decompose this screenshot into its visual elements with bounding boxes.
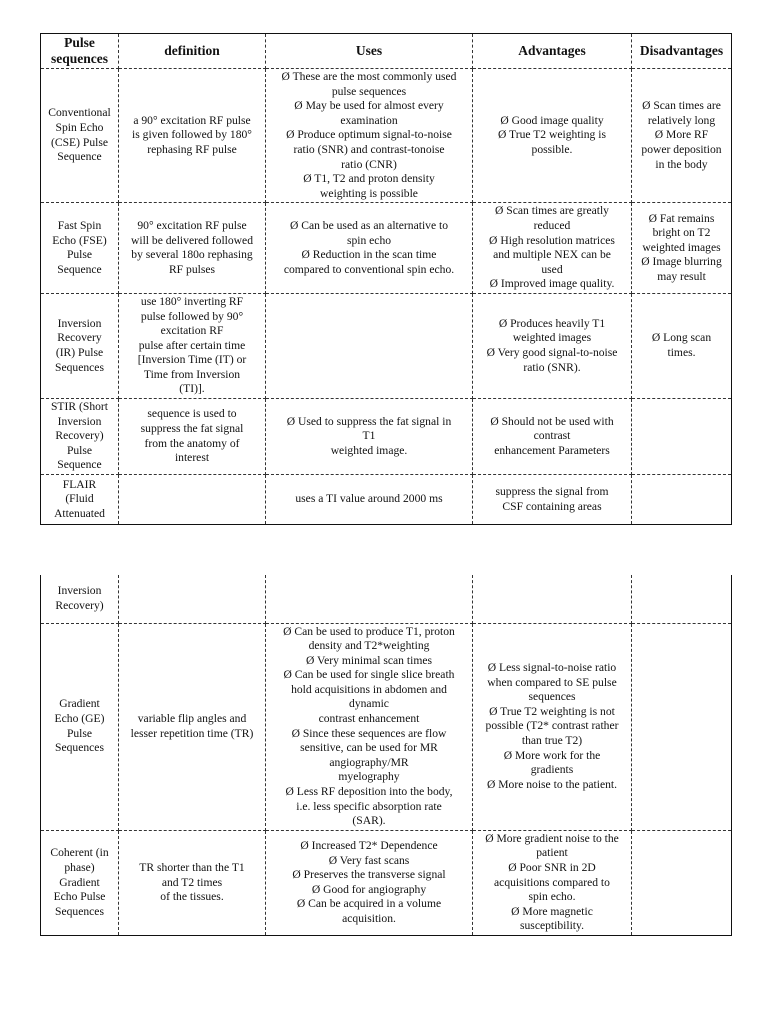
cell-line: Sequence bbox=[57, 458, 102, 472]
cell-line: STIR (Short bbox=[50, 400, 108, 414]
cell-line: compared to conventional spin echo. bbox=[283, 262, 455, 276]
cell-line: Pulse bbox=[66, 443, 93, 457]
header-definition: definition bbox=[119, 34, 266, 69]
definition-cell bbox=[119, 475, 266, 525]
uses-cell bbox=[266, 623, 473, 830]
cell-line: when compared to SE pulse bbox=[487, 675, 617, 689]
cell-line: phase) bbox=[64, 861, 95, 874]
cell-line: Sequences bbox=[55, 904, 104, 918]
advantages-cell bbox=[473, 293, 632, 398]
cell-line: TR shorter than the T1 bbox=[139, 861, 245, 874]
cell-line: Ø Can be used to produce T1, proton bbox=[283, 624, 455, 638]
cell-line: Ø Can be used for single slice breath bbox=[283, 668, 455, 682]
cell-line: Conventional bbox=[48, 106, 111, 120]
cell-line: Ø These are the most commonly used bbox=[281, 70, 457, 83]
cell-line: enhancement Parameters bbox=[494, 443, 610, 457]
cell-line: times. bbox=[667, 345, 696, 359]
cell-line: suppress the fat signal bbox=[140, 421, 244, 435]
cell-line: dynamic bbox=[349, 697, 389, 711]
cell-line: Coherent (in bbox=[50, 846, 109, 860]
cell-line: (CSE) Pulse bbox=[50, 135, 108, 149]
definition-cell bbox=[119, 69, 266, 203]
cell-line: 90° excitation RF pulse bbox=[137, 218, 247, 232]
sequence-name-cell bbox=[41, 623, 119, 830]
header-disadvantages: Disadvantages bbox=[632, 34, 732, 69]
cell-line: of the tissues. bbox=[160, 890, 224, 904]
uses-cell bbox=[266, 203, 473, 294]
cell-line: i.e. less specific absorption rate bbox=[296, 799, 442, 813]
advantages-cell bbox=[473, 575, 632, 623]
cell-line: FLAIR bbox=[62, 477, 97, 491]
table-row bbox=[41, 203, 732, 294]
cell-line: Ø Good image quality bbox=[500, 113, 604, 127]
cell-line: Ø T1, T2 and proton density bbox=[303, 172, 435, 186]
cell-line: spin echo bbox=[346, 233, 392, 247]
cell-line: Sequence bbox=[57, 262, 102, 276]
cell-line: interest bbox=[174, 451, 210, 465]
cell-line: Ø True T2 weighting is bbox=[497, 128, 606, 142]
sequence-name-cell bbox=[41, 399, 119, 475]
cell-line: Ø Very good signal-to-noise bbox=[486, 345, 618, 359]
disadvantages-cell bbox=[632, 575, 732, 623]
disadvantages-cell bbox=[632, 475, 732, 525]
cell-line: possible (T2* contrast rather bbox=[485, 719, 619, 733]
header-advantages: Advantages bbox=[473, 34, 632, 69]
cell-line: Inversion bbox=[57, 414, 102, 428]
cell-line: Ø Good for angiography bbox=[311, 882, 427, 896]
cell-line: Spin Echo bbox=[55, 121, 104, 135]
sequence-name-cell bbox=[41, 293, 119, 398]
cell-line: a 90° excitation RF pulse bbox=[133, 113, 251, 127]
cell-line: CSF containing areas bbox=[502, 499, 602, 513]
cell-line: Ø Used to suppress the fat signal in bbox=[286, 414, 452, 428]
cell-line: ratio (CNR) bbox=[341, 157, 397, 171]
uses-cell bbox=[266, 293, 473, 398]
cell-line: Ø Preserves the transverse signal bbox=[292, 868, 446, 882]
table-row bbox=[41, 623, 732, 830]
table-row bbox=[41, 830, 732, 935]
cell-line: Pulse bbox=[66, 726, 93, 740]
sequence-name-cell bbox=[41, 830, 119, 935]
cell-line: reduced bbox=[533, 218, 571, 232]
cell-line: ratio (SNR) and contrast-tonoise bbox=[293, 142, 445, 156]
table-row bbox=[41, 293, 732, 398]
definition-cell bbox=[119, 830, 266, 935]
disadvantages-cell bbox=[632, 830, 732, 935]
cell-line: Recovery) bbox=[55, 429, 104, 443]
cell-line: possible. bbox=[531, 142, 573, 156]
uses-cell bbox=[266, 399, 473, 475]
cell-line: acquisitions compared to bbox=[494, 875, 610, 889]
cell-line: Ø Image blurring bbox=[641, 255, 722, 269]
uses-cell bbox=[266, 830, 473, 935]
cell-line: Ø Produce optimum signal-to-noise bbox=[286, 128, 452, 142]
cell-line: suppress the signal from bbox=[495, 484, 609, 498]
cell-line: Ø Less signal-to-noise ratio bbox=[487, 660, 617, 674]
disadvantages-cell bbox=[632, 203, 732, 294]
table-row bbox=[41, 575, 732, 623]
cell-line: (Fluid bbox=[65, 492, 94, 506]
pulse-sequence-table-part-2 bbox=[40, 575, 732, 936]
cell-line: Recovery) bbox=[55, 598, 104, 612]
cell-line: angiography/MR bbox=[329, 755, 409, 769]
sequence-name-cell bbox=[41, 575, 119, 623]
cell-line: power deposition bbox=[641, 142, 722, 156]
advantages-cell bbox=[473, 69, 632, 203]
cell-line: Gradient bbox=[59, 697, 100, 711]
cell-line: lesser repetition time (TR) bbox=[130, 726, 254, 740]
cell-line: may result bbox=[657, 270, 706, 284]
cell-line: use 180° inverting RF bbox=[140, 294, 244, 308]
cell-line: Ø May be used for almost every bbox=[294, 99, 444, 113]
cell-line: Time from Inversion bbox=[143, 367, 241, 381]
cell-line: is given followed by 180° bbox=[132, 128, 252, 142]
cell-line: Ø Scan times are bbox=[642, 99, 721, 113]
advantages-cell bbox=[473, 830, 632, 935]
cell-line: pulse after certain time bbox=[138, 338, 246, 352]
advantages-cell bbox=[473, 623, 632, 830]
cell-line: RF pulses bbox=[168, 262, 216, 276]
sequence-name-cell bbox=[41, 203, 119, 294]
cell-line: Echo (FSE) bbox=[52, 233, 107, 247]
cell-line: Gradient bbox=[59, 875, 100, 889]
sequence-name-cell bbox=[41, 475, 119, 525]
cell-line: Ø More gradient noise to the bbox=[485, 831, 619, 845]
cell-line: Ø Scan times are greatly bbox=[495, 204, 609, 218]
table-row bbox=[41, 399, 732, 475]
cell-line: Sequences bbox=[55, 360, 104, 374]
cell-line: used bbox=[541, 262, 563, 276]
cell-line: Inversion bbox=[57, 316, 102, 330]
cell-line: Ø High resolution matrices bbox=[489, 233, 615, 247]
cell-line: Ø Can be used as an alternative to bbox=[289, 218, 449, 232]
cell-line: variable flip angles and bbox=[137, 712, 247, 726]
cell-line: Ø More work for the bbox=[503, 748, 601, 762]
cell-line: [Inversion Time (IT) or bbox=[137, 353, 247, 367]
cell-line: pulse followed by 90° bbox=[140, 309, 244, 323]
cell-line: weighted images bbox=[512, 331, 592, 345]
table-header-row bbox=[41, 34, 732, 69]
cell-line: Ø True T2 weighting is not bbox=[489, 704, 615, 718]
cell-line: in the body bbox=[655, 157, 708, 171]
cell-line: Ø Poor SNR in 2D bbox=[508, 861, 596, 874]
cell-line: Ø Since these sequences are flow bbox=[291, 726, 447, 740]
disadvantages-cell bbox=[632, 69, 732, 203]
advantages-cell bbox=[473, 399, 632, 475]
cell-line: Ø Very minimal scan times bbox=[305, 653, 432, 667]
cell-line: Ø Very fast scans bbox=[328, 853, 410, 867]
disadvantages-cell bbox=[632, 293, 732, 398]
definition-cell bbox=[119, 623, 266, 830]
advantages-cell bbox=[473, 475, 632, 525]
advantages-cell bbox=[473, 203, 632, 294]
cell-line: Ø Reduction in the scan time bbox=[301, 248, 437, 262]
cell-line: Ø Can be acquired in a volume bbox=[296, 897, 442, 911]
cell-line: Ø Should not be used with bbox=[490, 414, 614, 428]
cell-line: Sequences bbox=[55, 741, 104, 755]
table-row bbox=[41, 69, 732, 203]
cell-line: and multiple NEX can be bbox=[493, 248, 611, 262]
cell-line: Ø Fat remains bbox=[648, 211, 715, 225]
cell-line: acquisition. bbox=[342, 912, 396, 926]
cell-line: contrast bbox=[533, 429, 571, 443]
cell-line: from the anatomy of bbox=[144, 436, 240, 450]
cell-line: will be delivered followed bbox=[130, 233, 254, 247]
cell-line: relatively long bbox=[647, 113, 716, 127]
uses-cell bbox=[266, 69, 473, 203]
cell-line: Ø Less RF deposition into the body, bbox=[285, 785, 453, 799]
definition-cell bbox=[119, 575, 266, 623]
cell-line: and T2 times bbox=[161, 875, 223, 889]
disadvantages-cell bbox=[632, 399, 732, 475]
cell-line: by several 180o rephasing bbox=[131, 248, 253, 262]
disadvantages-cell bbox=[632, 623, 732, 830]
cell-line: Echo (GE) bbox=[54, 712, 105, 726]
cell-line: density and T2*weighting bbox=[308, 639, 430, 653]
cell-line: Attenuated bbox=[54, 506, 105, 520]
cell-line: sequence is used to bbox=[147, 407, 237, 421]
cell-line: Ø Increased T2* Dependence bbox=[300, 839, 438, 853]
cell-line: (IR) Pulse bbox=[55, 345, 104, 359]
cell-line: spin echo. bbox=[528, 890, 576, 904]
cell-line: Pulse bbox=[66, 248, 93, 262]
cell-line: weighted image. bbox=[330, 443, 408, 457]
sequence-name-cell bbox=[41, 69, 119, 203]
cell-line: Ø More RF bbox=[654, 128, 709, 142]
pulse-sequence-table-part-1 bbox=[40, 33, 732, 525]
cell-line: excitation RF bbox=[160, 324, 224, 338]
cell-line: Echo Pulse bbox=[53, 890, 106, 904]
cell-line: Inversion bbox=[57, 584, 102, 598]
cell-line: sensitive, can be used for MR bbox=[300, 741, 438, 755]
cell-line: pulse sequences bbox=[331, 84, 407, 98]
cell-line: susceptibility. bbox=[520, 919, 584, 933]
cell-line: contrast enhancement bbox=[318, 712, 420, 726]
cell-line: Sequence bbox=[57, 150, 102, 164]
cell-line: Ø Produces heavily T1 bbox=[498, 316, 606, 330]
definition-cell bbox=[119, 399, 266, 475]
cell-line: examination bbox=[340, 113, 398, 127]
cell-line: sequences bbox=[528, 690, 576, 704]
header-uses: Uses bbox=[266, 34, 473, 69]
cell-line: (TI)]. bbox=[179, 382, 205, 396]
cell-line: hold acquisitions in abdomen and bbox=[291, 682, 447, 696]
cell-line: gradients bbox=[530, 763, 574, 777]
uses-cell bbox=[266, 575, 473, 623]
cell-line: ratio (SNR). bbox=[523, 360, 581, 374]
cell-line: Fast Spin bbox=[57, 218, 102, 232]
cell-line: patient bbox=[536, 846, 568, 860]
cell-line: Ø Improved image quality. bbox=[489, 277, 615, 291]
cell-line: uses a TI value around 2000 ms bbox=[295, 492, 443, 506]
cell-line: weighting is possible bbox=[320, 186, 418, 200]
cell-line: myelography bbox=[338, 770, 400, 784]
cell-line: bright on T2 bbox=[652, 226, 711, 240]
table-row bbox=[41, 475, 732, 525]
cell-line: Ø More noise to the patient. bbox=[486, 777, 618, 791]
definition-cell bbox=[119, 203, 266, 294]
cell-line: than true T2) bbox=[521, 733, 583, 747]
cell-line: (SAR). bbox=[352, 814, 386, 828]
cell-line: Ø Long scan bbox=[651, 331, 712, 345]
cell-line: T1 bbox=[362, 429, 376, 443]
definition-cell bbox=[119, 293, 266, 398]
cell-line: Ø More magnetic bbox=[511, 904, 593, 918]
header-pulse-sequences: Pulse sequences bbox=[41, 34, 119, 69]
cell-line: weighted images bbox=[642, 240, 721, 254]
uses-cell bbox=[266, 475, 473, 525]
cell-line: Recovery bbox=[57, 331, 102, 345]
cell-line: rephasing RF pulse bbox=[147, 142, 237, 156]
